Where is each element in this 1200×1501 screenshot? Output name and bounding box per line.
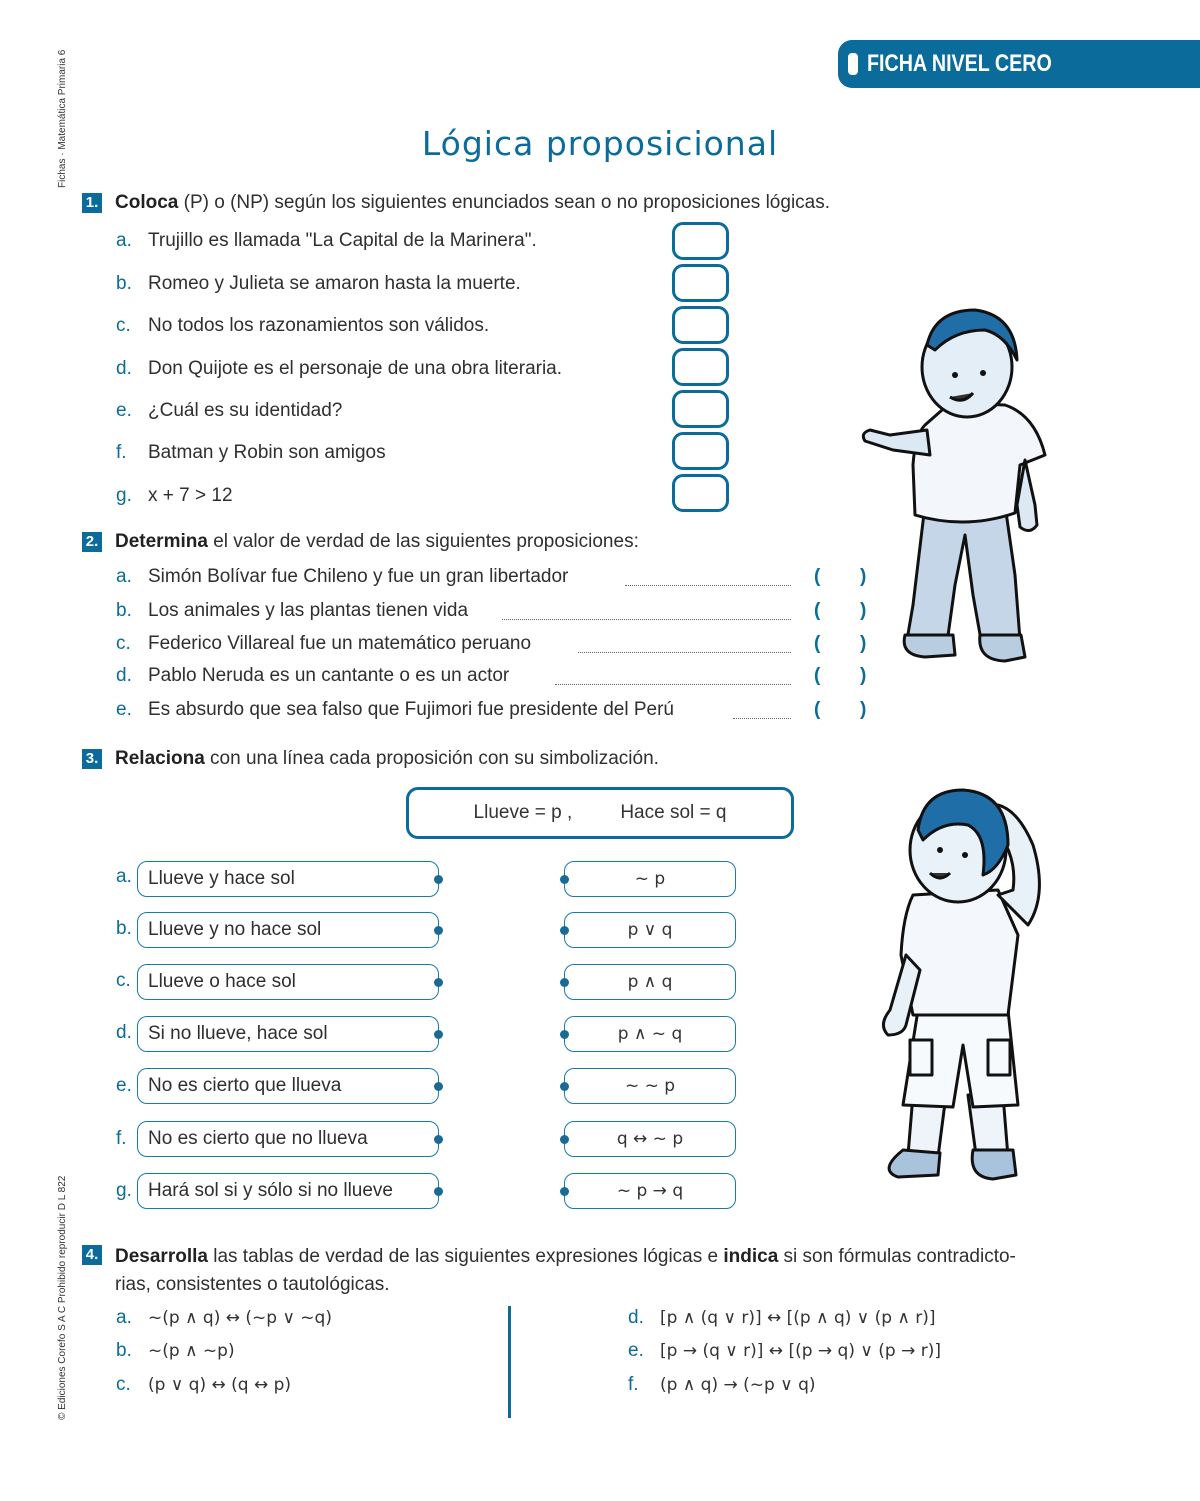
q1-item-d: d. Don Quijote es el personaje de una obra literaria. [116,358,563,379]
q2-answer-paren-open-e: ( [814,699,821,720]
q2-item-b: b. Los animales y las plantas tienen vida [116,600,469,621]
q2-item-a: a. Simón Bolívar fue Chileno y fue un gran libertador [116,566,569,587]
q2-answer-paren-close-d: ) [860,665,867,686]
question-3-heading [82,748,659,770]
q3-letter-a: a. [116,866,132,887]
q3-proposition-e[interactable]: No es cierto que llueva [137,1068,439,1104]
connector-dot[interactable] [434,978,443,987]
q2-answer-paren-close-c: ) [860,633,867,654]
q1-item-a: a. Trujillo es llamada "La Capital de la Marinera". [116,230,537,251]
question-1-verb: Coloca [115,192,179,213]
q3-letter-g: g. [116,1180,132,1201]
connector-dot[interactable] [434,926,443,935]
question-number-badge: 1. [82,193,102,213]
q1-item-c: c. No todos los razonamientos son válidos. [116,315,490,336]
q2-answer-paren-close-e: ) [860,699,867,720]
q1-answer-box-g[interactable] [672,474,729,512]
q1-item-g: g. x + 7 > 12 [116,485,233,506]
question-4-verb-2: indica [723,1246,779,1267]
legend-q: Hace sol = q [620,802,727,823]
dotted-leader [555,684,791,685]
q3-proposition-a[interactable]: Llueve y hace sol [137,861,439,897]
boy-pointing-illustration [855,305,1065,675]
q3-proposition-d[interactable]: Si no llueve, hace sol [137,1016,439,1052]
connector-dot[interactable] [434,1135,443,1144]
connector-dot[interactable] [434,875,443,884]
q2-answer-paren-close-b: ) [860,600,867,621]
q2-answer-paren-open-c: ( [814,633,821,654]
question-number-badge: 3. [82,749,102,769]
q3-symbol-6[interactable]: q ↔ ~ p [564,1121,736,1157]
dotted-leader [502,619,791,620]
connector-dot[interactable] [560,1030,569,1039]
connector-dot[interactable] [560,875,569,884]
connector-dot[interactable] [434,1082,443,1091]
q2-answer-paren-close-a: ) [860,566,867,587]
fiche-level-label: FICHA NIVEL CERO [867,50,1052,77]
question-1-instruction: (P) o (NP) según los siguientes enunciados sean o no proposiciones lógicas. [178,192,831,213]
question-3-instruction: con una línea cada proposición con su simbolización. [204,748,659,769]
q2-item-e: e. Es absurdo que sea falso que Fujimori fue presidente del Perú [116,699,674,720]
q1-answer-box-b[interactable] [672,264,729,302]
page-title: Lógica proposicional [421,124,779,163]
q2-answer-paren-open-b: ( [814,600,821,621]
q1-item-e: e. ¿Cuál es su identidad? [116,400,343,421]
side-copyright-text: © Ediciones Corefo S A C Prohibido reproducir D L 822 [57,1175,68,1420]
q3-proposition-g[interactable]: Hará sol si y sólo si no llueve [137,1173,439,1209]
column-divider [508,1306,511,1418]
q1-answer-box-f[interactable] [672,432,729,470]
q1-item-b: b. Romeo y Julieta se amaron hasta la muerte. [116,273,521,294]
dotted-leader [578,652,791,653]
q4-expression-d: d. [p ∧ (q ∨ r)] ↔ [(p ∧ q) ∨ (p ∧ r)] [628,1307,936,1328]
connector-dot[interactable] [560,1187,569,1196]
question-number-badge: 2. [82,532,102,552]
question-2-verb: Determina [115,531,208,552]
q3-proposition-f[interactable]: No es cierto que no llueva [137,1121,439,1157]
side-series-text: Fichas · Matemática Primaria 6 [57,49,68,188]
q1-answer-box-a[interactable] [672,222,729,260]
q4-expression-b: b. ~(p ∧ ~p) [116,1340,235,1361]
question-2-heading [82,531,639,553]
q3-letter-b: b. [116,918,132,939]
q3-symbol-1[interactable]: ~ p [564,861,736,897]
q3-letter-e: e. [116,1075,132,1096]
dotted-leader [733,718,791,719]
q3-symbol-7[interactable]: ~ p → q [564,1173,736,1209]
connector-dot[interactable] [560,1082,569,1091]
q3-symbol-5[interactable]: ~ ~ p [564,1068,736,1104]
variables-legend-box [406,787,794,839]
q3-symbol-3[interactable]: p ∧ q [564,964,736,1000]
q4-expression-c: c. (p ∨ q) ↔ (q ↔ p) [116,1374,292,1395]
q1-item-f: f. Batman y Robin son amigos [116,442,386,463]
q4-expression-f: f. (p ∧ q) → (~p ∨ q) [628,1374,816,1395]
question-3-verb: Relaciona [115,748,205,769]
fiche-level-tab [838,40,1200,88]
connector-dot[interactable] [560,978,569,987]
connector-dot[interactable] [560,926,569,935]
question-number-badge: 4. [82,1245,102,1265]
tab-pill-icon [848,53,858,75]
q4-expression-e: e. [p → (q ∨ r)] ↔ [(p → q) ∨ (p → r)] [628,1340,941,1361]
q1-answer-box-c[interactable] [672,306,729,344]
connector-dot[interactable] [560,1135,569,1144]
question-4-verb-1: Desarrolla [115,1246,208,1267]
q2-answer-paren-open-a: ( [814,566,821,587]
q3-proposition-c[interactable]: Llueve o hace sol [137,964,439,1000]
q3-proposition-b[interactable]: Llueve y no hace sol [137,912,439,948]
q4-expression-a: a. ~(p ∧ q) ↔ (~p ∨ ~q) [116,1307,332,1328]
question-1-heading [82,192,830,214]
question-2-instruction: el valor de verdad de las siguientes proposiciones: [207,531,639,552]
q3-symbol-2[interactable]: p ∨ q [564,912,736,948]
q3-letter-f: f. [116,1128,127,1149]
q2-answer-paren-open-d: ( [814,665,821,686]
q3-letter-c: c. [116,970,131,991]
q3-symbol-4[interactable]: p ∧ ~ q [564,1016,736,1052]
q2-item-d: d. Pablo Neruda es un cantante o es un actor [116,665,510,686]
dotted-leader [625,585,791,586]
legend-p: Llueve = p , [473,802,573,823]
connector-dot[interactable] [434,1030,443,1039]
question-4-heading: 4. Desarrolla las tablas de verdad de las siguientes expresiones lógicas e indica si son fórmulas contradicto- rias, consistentes o tautológicas. [82,1243,1016,1299]
q3-letter-d: d. [116,1022,132,1043]
boy-thinking-illustration [868,785,1058,1185]
connector-dot[interactable] [434,1187,443,1196]
q2-item-c: c. Federico Villareal fue un matemático peruano [116,633,532,654]
q1-answer-box-e[interactable] [672,390,729,428]
q1-answer-box-d[interactable] [672,348,729,386]
